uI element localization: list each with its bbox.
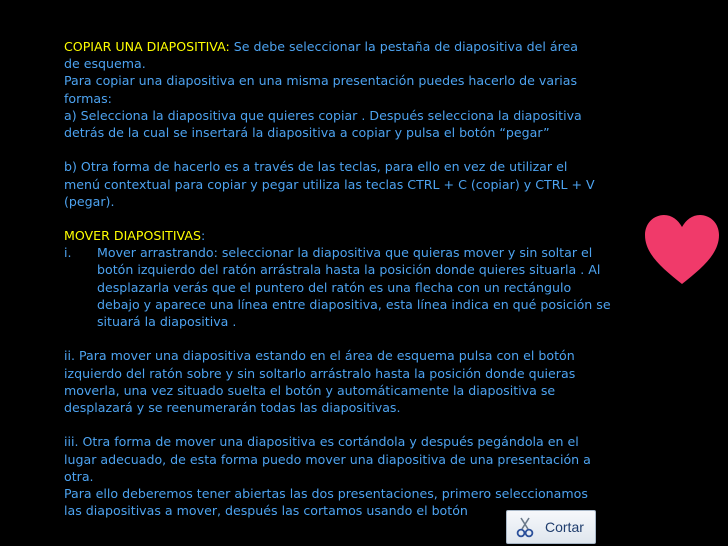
move-ii-line: desplazará y se reenumerarán todas las diapositivas.	[64, 399, 401, 415]
copy-line-6: detrás de la cual se insertará la diapositiva a copiar y pulsa el botón “pegar”	[64, 124, 550, 140]
move-ii-line: izquierdo del ratón sobre y sin soltarlo arrástralo hasta la posición donde quieras	[64, 365, 576, 381]
spacer	[64, 330, 660, 347]
move-ii-line: ii. Para mover una diapositiva estando en el área de esquema pulsa con el botón	[64, 348, 575, 364]
copy-line-5: a) Selecciona la diapositiva que quieres copiar . Después selecciona la diapositiva	[64, 107, 582, 123]
spacer	[64, 141, 660, 158]
spacer	[64, 210, 660, 227]
move-item-i-text	[97, 244, 660, 330]
move-item-i-marker: i.	[64, 245, 72, 261]
copy-heading: COPIAR UNA DIAPOSITIVA:	[64, 39, 230, 54]
spacer	[64, 416, 660, 433]
move-i-line: situará la diapositiva .	[97, 314, 237, 329]
move-i-line: desplazarla verás que el puntero del ratón es una flecha con un rectángulo	[97, 279, 572, 295]
move-i-line: debajo y aparece una línea entre diapositiva, esta línea indica en qué posición se	[97, 296, 611, 312]
copy-line-4: formas:	[64, 90, 112, 106]
copy-b-line-1: b) Otra forma de hacerlo es a través de las teclas, para ello en vez de utilizar el	[64, 159, 568, 175]
move-iii-line: lugar adecuado, de esta forma puedo mover una diapositiva de una presentación a	[64, 451, 591, 467]
scissors-icon	[515, 516, 535, 538]
cut-button-label: Cortar	[545, 519, 584, 535]
copy-line-2: de esquema.	[64, 56, 146, 72]
move-heading: MOVER DIAPOSITIVAS	[64, 228, 201, 244]
move-i-line: botón izquierdo del ratón arrástrala hasta la posición donde quieres situarla . Al	[97, 262, 601, 278]
slide-text	[64, 38, 660, 519]
cut-button[interactable]	[506, 510, 596, 544]
move-heading-colon: :	[200, 228, 206, 244]
move-iii-line: Para ello deberemos tener abiertas las dos presentaciones, primero seleccionamos	[64, 485, 588, 501]
copy-line-3: Para copiar una diapositiva en una misma presentación puedes hacerlo de varias	[64, 73, 578, 89]
copy-line-1: Se debe seleccionar la pestaña de diapositiva del área	[229, 39, 579, 54]
move-i-line: Mover arrastrando: seleccionar la diapositiva que quieras mover y sin soltar el	[97, 245, 593, 261]
move-iii-line: iii. Otra forma de mover una diapositiva es cortándola y después pegándola en el	[64, 434, 579, 450]
copy-b-line-2: menú contextual para copiar y pegar utiliza las teclas CTRL + C (copiar) y CTRL + V	[64, 176, 595, 192]
heart-icon	[642, 210, 722, 290]
move-iii-line: otra.	[64, 468, 94, 484]
copy-heading-line	[64, 38, 660, 55]
move-heading-line	[64, 227, 660, 244]
copy-b-line-3: (pegar).	[64, 193, 115, 209]
move-iii-line: las diapositivas a mover, después las cortamos usando el botón	[64, 503, 468, 519]
move-ii-line: moverla, una vez situado suelta el botón y automáticamente la diapositiva se	[64, 382, 556, 398]
move-item-i	[64, 244, 660, 330]
